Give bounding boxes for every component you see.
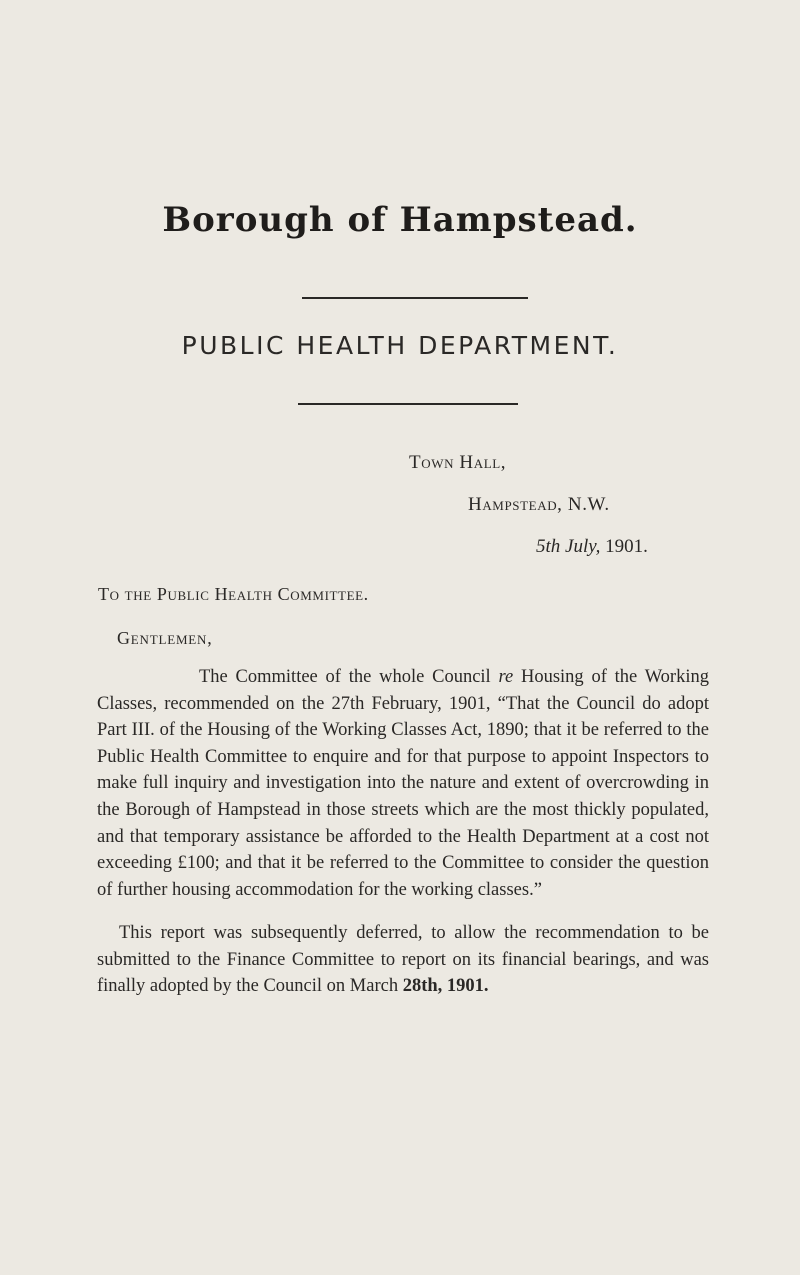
paragraph-2-text: This report was subsequently deferred, to allow the recommendation to be submitted to the Finance Committee to report on its financial bearings, and was finally adopted by the Council on March xyxy=(97,923,709,997)
paragraph-2 xyxy=(97,920,709,1000)
addressee: To the Public Health Committee. xyxy=(98,584,369,604)
paragraph-1 xyxy=(97,664,709,903)
paragraph-1-start: The Committee of the whole Council xyxy=(199,667,499,687)
letter-date xyxy=(536,536,648,558)
letter-date-day-month: 5th July, xyxy=(536,536,601,557)
borough-heading: Borough of Hampstead. xyxy=(162,200,638,240)
salutation: Gentlemen, xyxy=(117,628,213,648)
paragraph-1-rest: Housing of the Working Classes, recommended on the 27th February, 1901, “That the Council do adopt Part III. of the Housing of the Working Classes Act, 1890; that it be referred to the Public Health Committee to enquire and for that purpose to appoint Inspectors to make full inquiry and investigation into the nature and extent of overcrowding in the Borough of Hampstead in those streets which are the most thickly populated, and that temporary assistance be afforded to the Health Department at a cost not exceeding £100; and that it be referred to the Committee to consider the question of further housing accommodation for the working classes.” xyxy=(97,667,709,900)
letter-date-year: 1901. xyxy=(605,536,648,557)
address-line-1: Town Hall, xyxy=(409,452,507,473)
heading-rule-top xyxy=(302,297,528,299)
heading-rule-bottom xyxy=(298,403,518,405)
paragraph-2-date: 28th, 1901. xyxy=(402,976,489,997)
address-line-2: Hampstead, N.W. xyxy=(468,494,610,515)
paragraph-1-re: re xyxy=(498,667,514,687)
department-title: PUBLIC HEALTH DEPARTMENT. xyxy=(181,331,619,360)
